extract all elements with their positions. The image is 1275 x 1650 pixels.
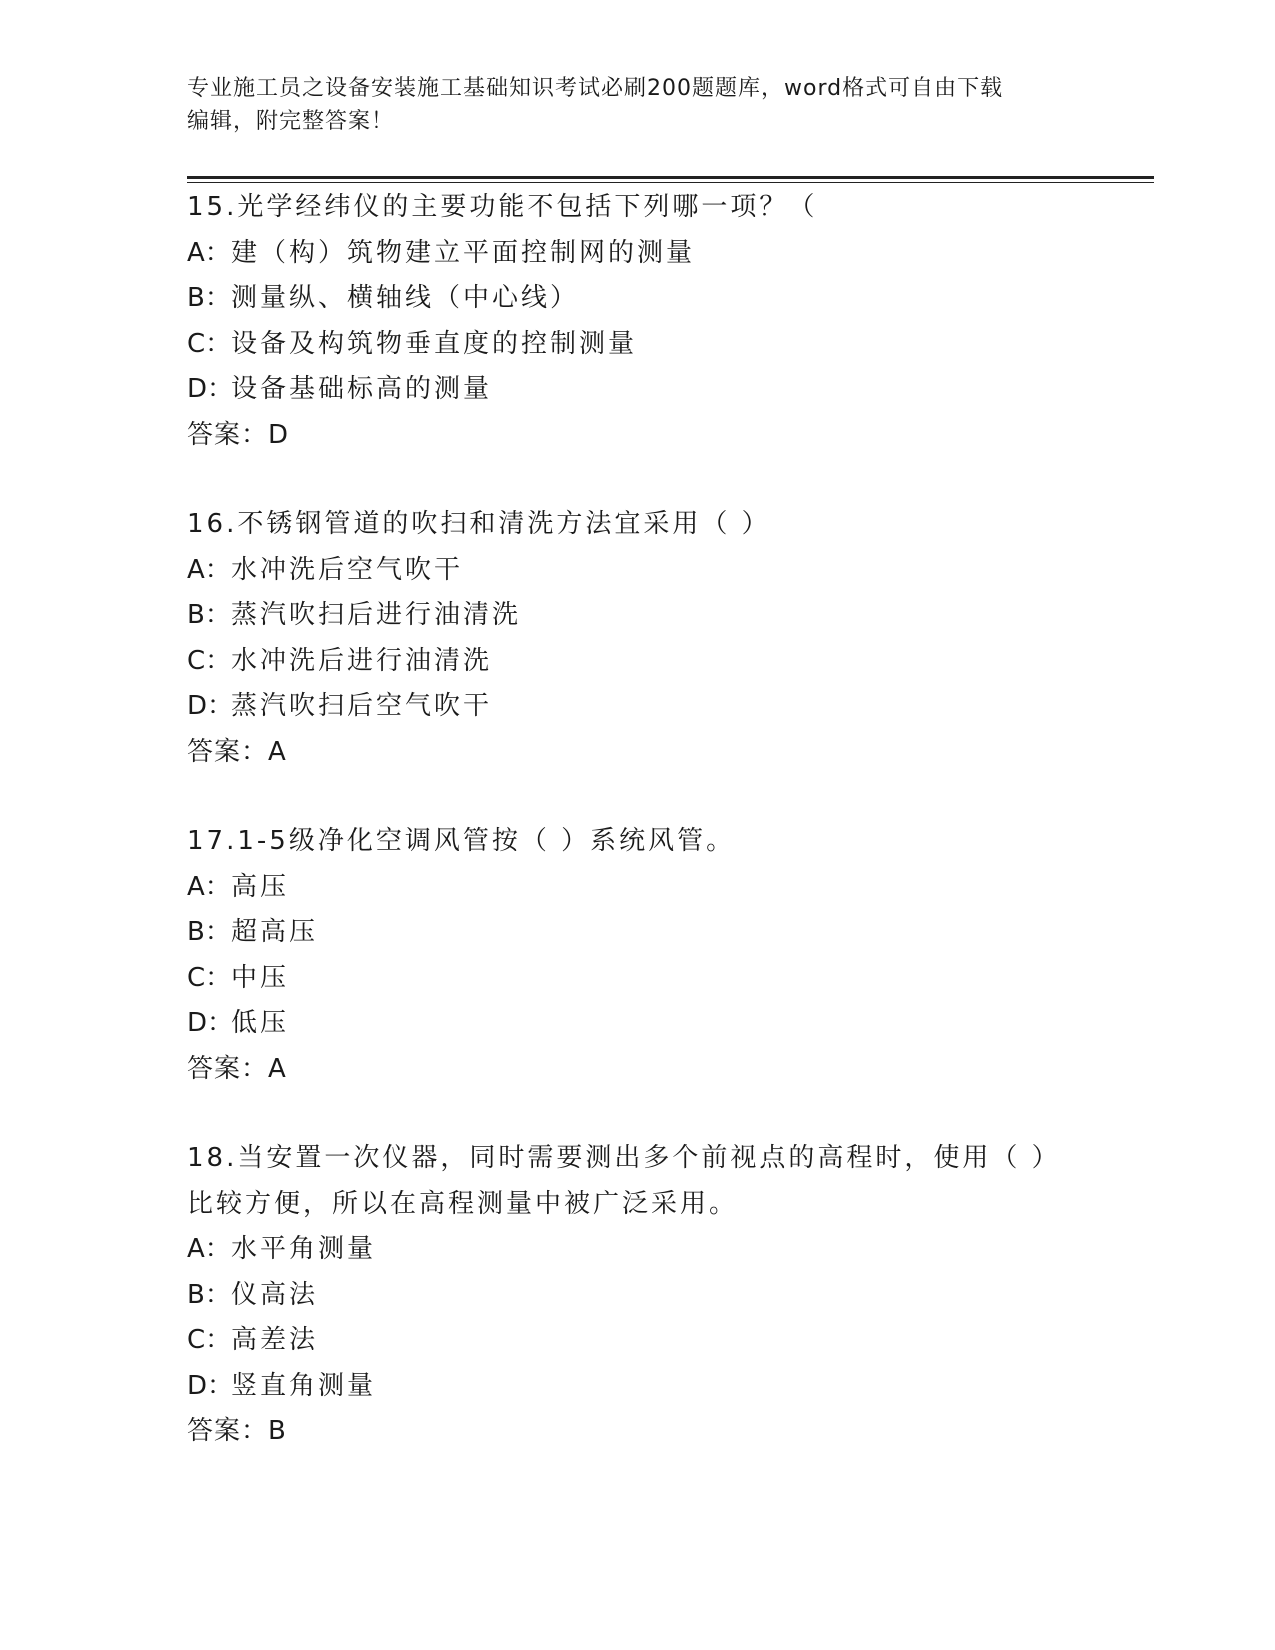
option-b	[187, 276, 1087, 322]
option-c	[187, 1318, 1087, 1364]
option-letter: B：	[187, 917, 231, 947]
option-text: 水冲洗后空气吹干	[231, 554, 464, 585]
question-stem: 17.1-5级净化空调风管按（ ）系统风管。	[187, 826, 736, 856]
answer-line: 答案：A	[187, 736, 287, 767]
option-b	[187, 593, 1087, 639]
option-letter: B：	[187, 1279, 231, 1310]
option-d	[187, 367, 1087, 413]
option-text: 仪高法	[231, 1279, 319, 1310]
option-d	[187, 1001, 1087, 1047]
option-letter: C：	[187, 328, 232, 359]
option-text: 超高压	[231, 917, 319, 947]
option-d	[187, 1364, 1087, 1410]
option-letter: C：	[187, 962, 232, 993]
option-text: 测量纵、横轴线（中心线）	[231, 283, 580, 313]
question-item	[187, 502, 1087, 775]
header-divider-thin	[187, 182, 1154, 183]
option-c	[187, 956, 1087, 1002]
option-letter: D：	[187, 1008, 234, 1038]
answer-line: 答案：D	[187, 419, 290, 450]
question-item	[187, 1136, 1087, 1455]
header-divider-thick	[187, 176, 1154, 179]
answer-line: 答案：A	[187, 1053, 287, 1084]
option-a	[187, 1227, 1087, 1273]
option-b	[187, 1273, 1087, 1319]
option-letter: B：	[187, 600, 231, 630]
option-letter: A：	[187, 554, 231, 585]
option-text: 低压	[231, 1008, 290, 1038]
option-text: 水平角测量	[231, 1234, 377, 1264]
option-text: 竖直角测量	[231, 1370, 377, 1401]
option-letter: D：	[187, 1370, 234, 1401]
option-c	[187, 322, 1087, 368]
option-letter: A：	[187, 871, 231, 902]
option-text: 建（构）筑物建立平面控制网的测量	[231, 237, 696, 268]
option-letter: D：	[187, 374, 234, 404]
question-item	[187, 819, 1087, 1092]
page-header	[187, 72, 1067, 138]
option-b	[187, 910, 1087, 956]
header-title-line1: 专业施工员之设备安装施工基础知识考试必刷200题题库，word格式可自由下载	[187, 76, 1004, 101]
question-stem-continued: 比较方便，所以在高程测量中被广泛采用。	[187, 1188, 739, 1219]
question-stem: 18.当安置一次仪器，同时需要测出多个前视点的高程时，使用（ ）	[187, 1143, 1061, 1173]
option-text: 设备及构筑物垂直度的控制测量	[231, 328, 638, 359]
option-d	[187, 684, 1087, 730]
option-text: 蒸汽吹扫后进行油清洗	[231, 600, 522, 630]
header-title-line2: 编辑，附完整答案！	[187, 109, 395, 134]
option-letter: C：	[187, 1325, 232, 1355]
option-letter: B：	[187, 283, 231, 313]
option-text: 高差法	[231, 1325, 319, 1355]
option-text: 中压	[231, 962, 290, 993]
option-letter: A：	[187, 1234, 231, 1264]
option-text: 蒸汽吹扫后空气吹干	[231, 691, 493, 721]
question-stem: 16.不锈钢管道的吹扫和清洗方法宜采用（ ）	[187, 509, 771, 539]
option-a	[187, 231, 1087, 277]
option-letter: C：	[187, 645, 232, 676]
option-text: 设备基础标高的测量	[231, 374, 493, 404]
answer-line: 答案：B	[187, 1416, 287, 1446]
option-a	[187, 548, 1087, 594]
question-stem: 15.光学经纬仪的主要功能不包括下列哪一项？（	[187, 192, 818, 222]
question-item	[187, 185, 1087, 458]
option-a	[187, 865, 1087, 911]
option-text: 水冲洗后进行油清洗	[231, 645, 493, 676]
question-list	[187, 185, 1087, 1499]
option-letter: D：	[187, 691, 234, 721]
option-text: 高压	[231, 871, 290, 902]
option-c	[187, 639, 1087, 685]
option-letter: A：	[187, 237, 231, 268]
